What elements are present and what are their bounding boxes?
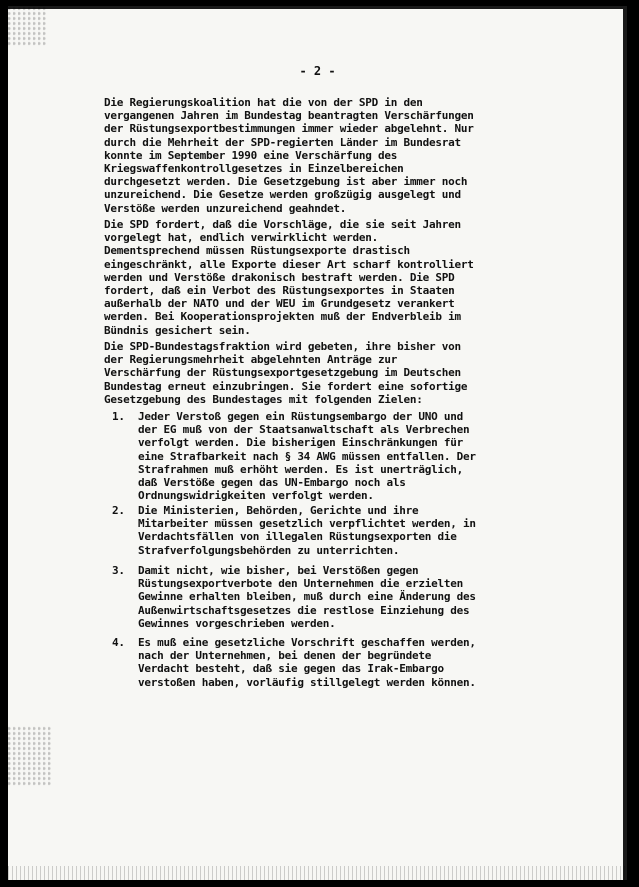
paragraph-2: Die SPD fordert, daß die Vorschläge, die sie seit Jahren vorgelegt hat, endlich verwirklicht werden. Dementsprechend müssen Rüstungsexporte drastisch eingeschränkt, alle Exporte dieser Art scharf kontrolliert werden und Verstöße drakonisch bestraft werden. Die SPD fordert, daß ein Verbot des Rüstungsexportes in Staaten außerhalb der NATO und der WEU im Grundgesetz verankert werden. Bei Kooperationsprojekten muß der Endverbleib im Bündnis gesichert sein. — [104, 218, 474, 337]
list-item-number: 4. — [112, 636, 125, 649]
list-item-text: Es muß eine gesetzliche Vorschrift geschaffen werden, nach der Unternehmen, bei denen der begründete Verdacht besteht, daß sie gegen das Irak-Embargo verstoßen haben, vorläufig stillgelegt werden können. — [138, 636, 476, 689]
document-page — [8, 6, 627, 880]
scan-edge-right — [623, 6, 627, 880]
list-item-text: Die Ministerien, Behörden, Gerichte und ihre Mitarbeiter müssen gesetzlich verpflichtet werden, in Verdachtsfällen von illegalen Rüstungsexporten die Strafverfolgungsbehörden zu unterrichten. — [138, 504, 476, 557]
page-number: - 2 - — [299, 64, 336, 78]
list-item-number: 3. — [112, 564, 125, 577]
scan-noise-left — [8, 726, 53, 786]
list-item-number: 1. — [112, 410, 125, 423]
list-item-text: Jeder Verstoß gegen ein Rüstungsembargo der UNO und der EG muß von der Staatsanwaltschaft als Verbrechen verfolgt werden. Die bisherigen Einschränkungen für eine Strafbarkeit nach § 34 AWG müssen entfallen. Der Strafrahmen muß erhöht werden. Es ist unerträglich, daß Verstöße gegen das UN-Embargo noch als Ordnungswidrigkeiten verfolgt werden. — [138, 410, 476, 503]
scan-noise-top-left — [8, 6, 48, 46]
list-item-number: 2. — [112, 504, 125, 517]
paragraph-1: Die Regierungskoalition hat die von der SPD in den vergangenen Jahren im Bundestag beantragten Verschärfungen der Rüstungsexportbestimmungen immer wieder abgelehnt. Nur durch die Mehrheit der SPD-regierten Länder im Bundesrat konnte im September 1990 eine Verschärfung des Kriegswaffenkontrollgesetzes in Einzelbereichen durchgesetzt werden. Die Gesetzgebung ist aber immer noch unzureichend. Die Gesetze werden großzügig ausgelegt und Verstöße werden unzureichend geahndet. — [104, 96, 474, 215]
scan-edge-top — [8, 6, 627, 9]
scan-noise-bottom — [8, 866, 627, 880]
paragraph-3: Die SPD-Bundestagsfraktion wird gebeten, ihre bisher von der Regierungsmehrheit abgelehnten Anträge zur Verschärfung der Rüstungsexportgesetzgebung im Deutschen Bundestag erneut einzubringen. Sie fordert eine sofortige Gesetzgebung des Bundestages mit folgenden Zielen: — [104, 340, 468, 406]
list-item-text: Damit nicht, wie bisher, bei Verstößen gegen Rüstungsexportverbote den Unternehmen die erzielten Gewinne erhalten bleiben, muß durch eine Änderung des Außenwirtschaftsgesetzes die restlose Einziehung des Gewinnes vorgeschrieben werden. — [138, 564, 476, 630]
